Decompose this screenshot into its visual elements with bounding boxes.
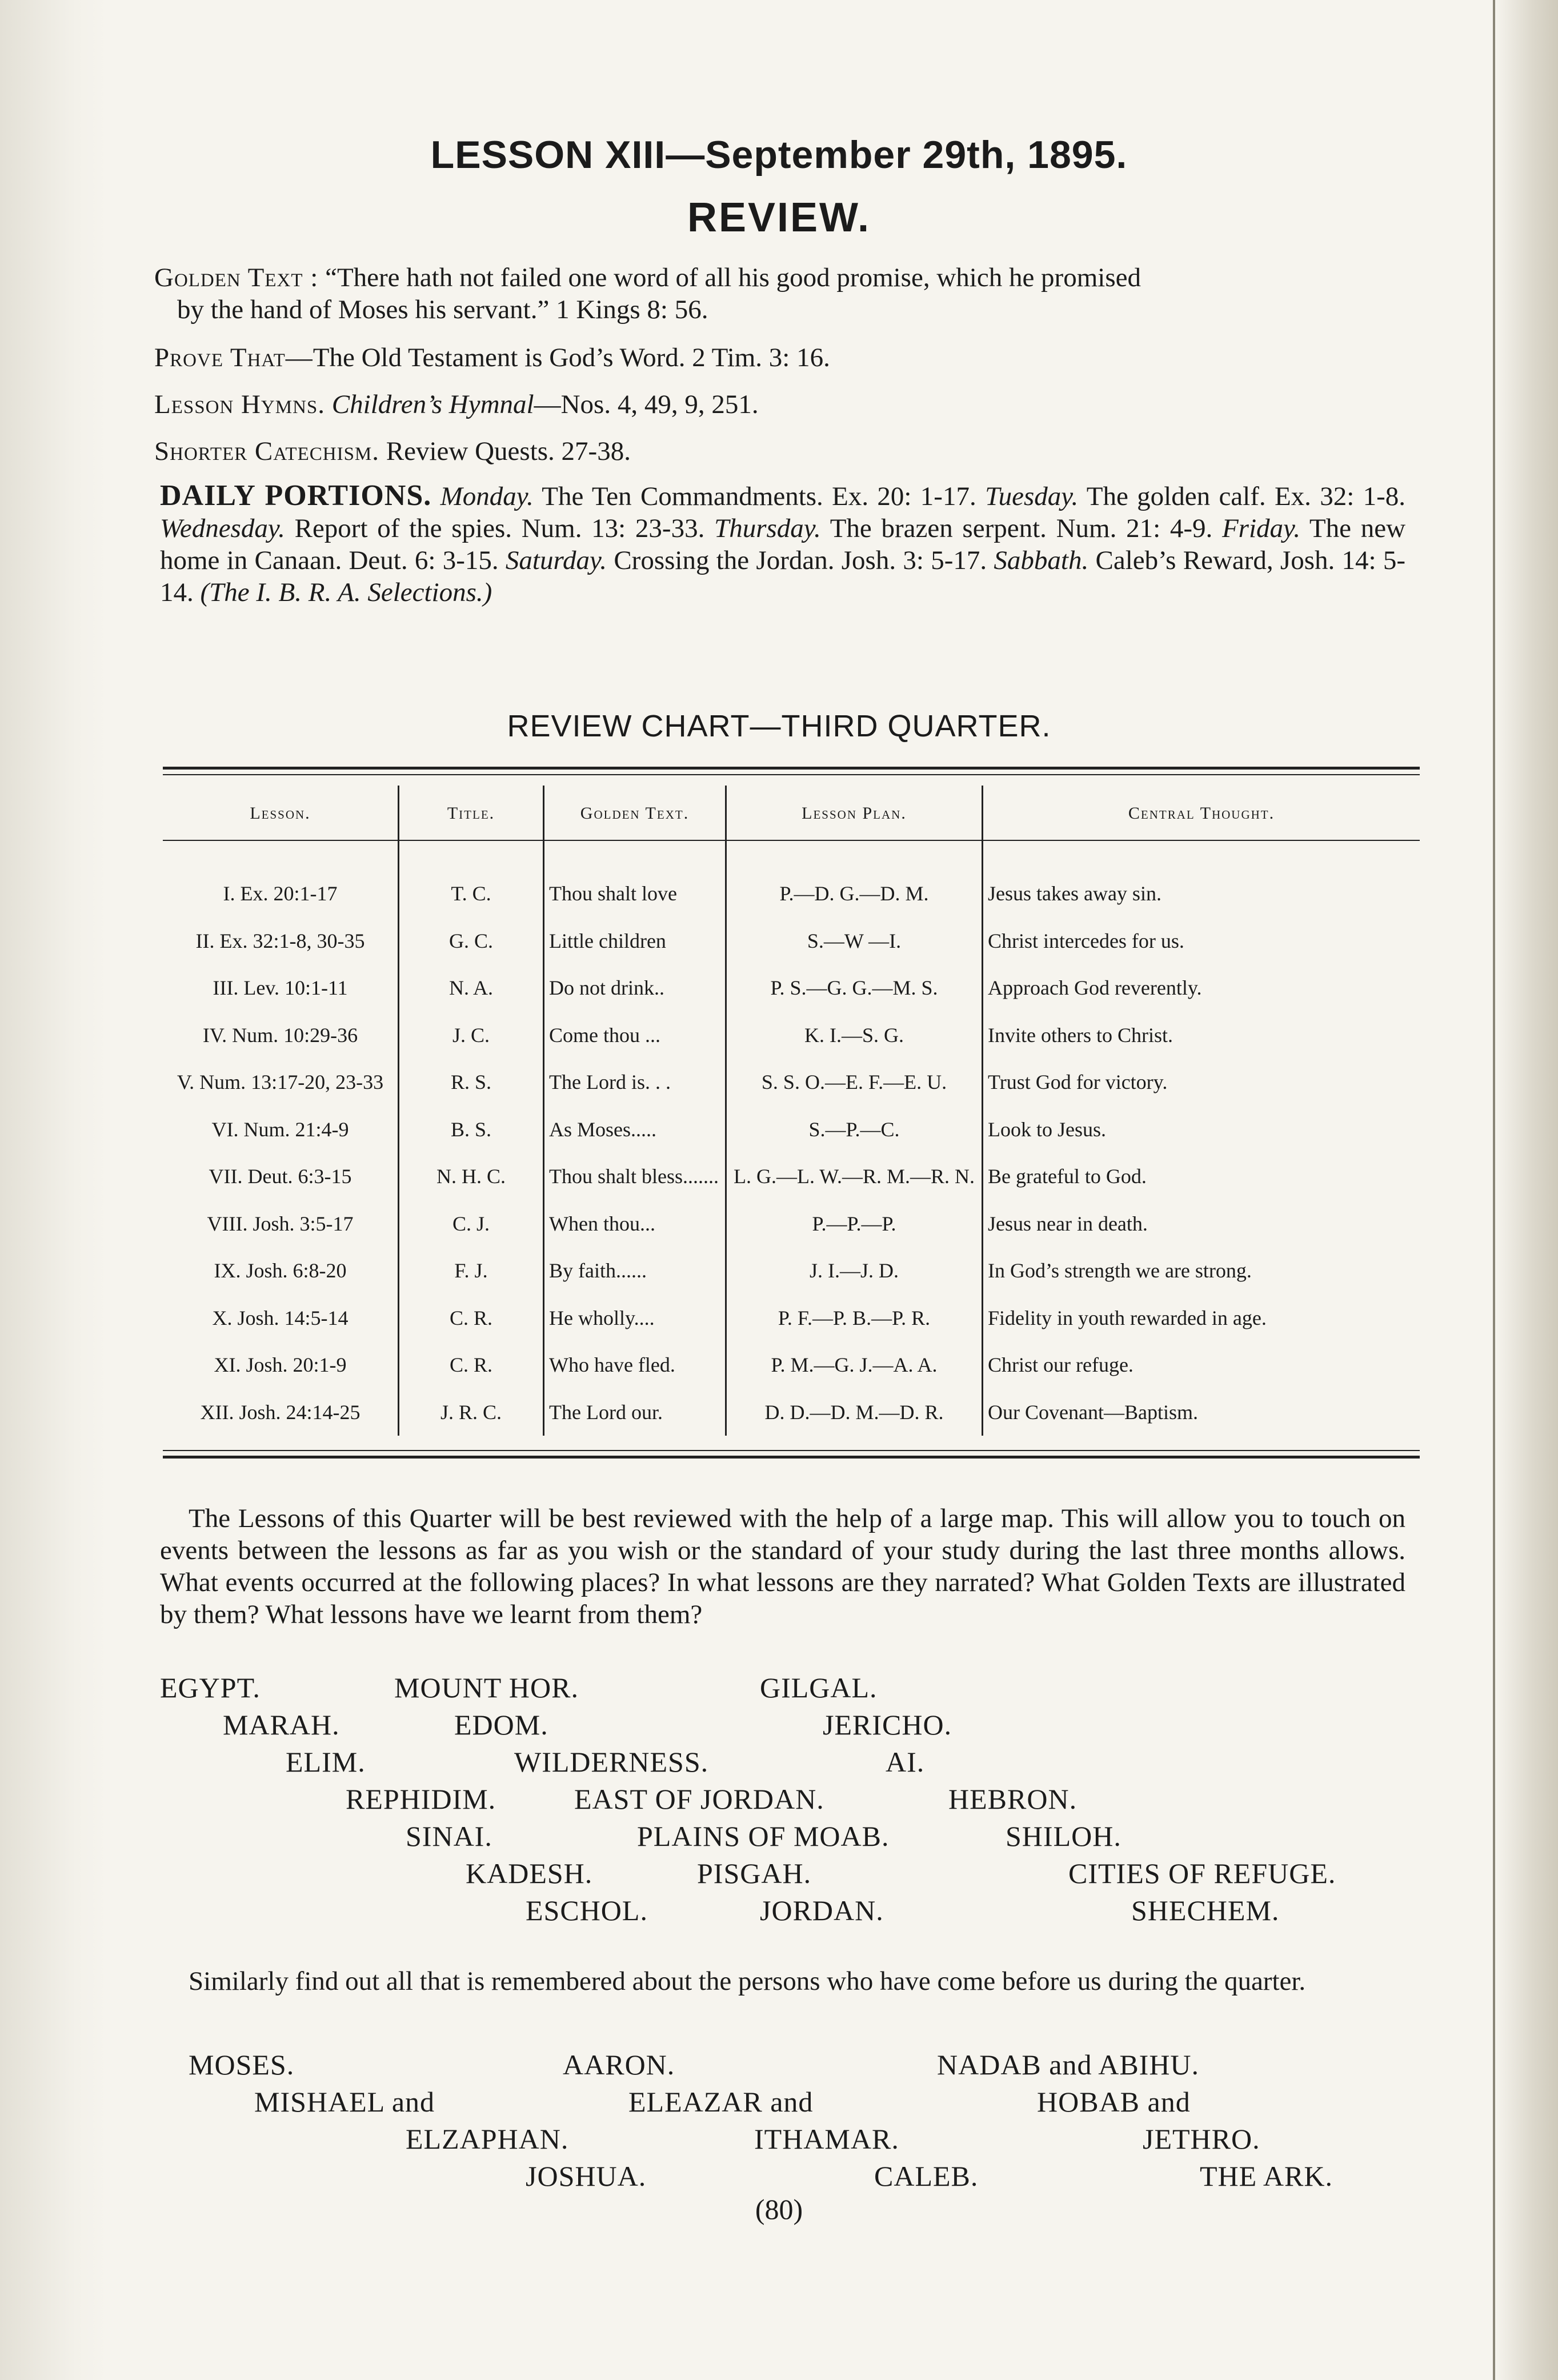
cell-central-thought: Be grateful to God.: [983, 1153, 1420, 1200]
table-row: [163, 1295, 1420, 1342]
cell-lesson-plan: P. M.—G. J.—A. A.: [726, 1341, 983, 1389]
golden-text-line1: “There hath not failed one word of all his good promise, which he promised: [325, 263, 1141, 293]
cell-lesson: VII. Deut. 6:3-15: [209, 1165, 352, 1188]
place-name: GILGAL.: [760, 1672, 878, 1704]
cell-lesson: VI. Num. 21:4-9: [211, 1117, 349, 1141]
header-title: Title.: [399, 786, 544, 842]
golden-text-label: Golden Text :: [154, 263, 319, 293]
cell-lesson-plan: S.—W —I.: [726, 917, 983, 965]
daily-portions-heading: DAILY PORTIONS.: [160, 479, 432, 512]
place-name: EDOM.: [454, 1709, 548, 1741]
cell-central-thought: Jesus takes away sin.: [983, 870, 1420, 917]
chart-bottom-rule-thick: [163, 1456, 1420, 1459]
cell-title: C. R.: [399, 1341, 544, 1389]
cell-title: J. C.: [399, 1012, 544, 1059]
chart-header-rule: [163, 840, 1420, 841]
day-saturday-text: Crossing the Jordan. Josh. 3: 5-17.: [614, 546, 987, 575]
cell-lesson-plan: L. G.—L. W.—R. M.—R. N.: [726, 1153, 983, 1200]
day-saturday: Saturday.: [505, 546, 607, 575]
person-name: ITHAMAR.: [754, 2123, 899, 2155]
day-monday-text: The Ten Commandments. Ex. 20: 1-17.: [542, 482, 976, 511]
instructions-paragraph: The Lessons of this Quarter will be best reviewed with the help of a large map. This will allow you to touch on events between the lessons as far as you wish or the standard of your study during the last three months allows. What events occurred at the following places? In what lessons are they narrated? What Golden Texts are illustrated by them? What lessons have we learnt from them?: [160, 1504, 1405, 1629]
place-name: SINAI.: [406, 1820, 492, 1852]
lesson-heading: LESSON XIII—September 29th, 1895.: [430, 133, 1128, 177]
place-name: AI.: [886, 1746, 925, 1778]
cell-golden-text: He wholly....: [544, 1295, 726, 1342]
cell-title: J. R. C.: [399, 1389, 544, 1436]
place-name: JORDAN.: [760, 1894, 884, 1926]
cell-central-thought: Invite others to Christ.: [983, 1012, 1420, 1059]
chart-top-rule-thin: [163, 774, 1420, 775]
cell-central-thought: Christ intercedes for us.: [983, 917, 1420, 965]
day-sabbath: Sabbath.: [994, 546, 1089, 575]
cell-lesson-plan: J. I.—J. D.: [726, 1247, 983, 1295]
cell-golden-text: Thou shalt bless.......: [544, 1153, 726, 1200]
cell-central-thought: In God’s strength we are strong.: [983, 1247, 1420, 1295]
day-wednesday: Wednesday.: [160, 514, 285, 543]
chart-top-rule: [163, 767, 1420, 770]
header-golden-text: Golden Text.: [544, 786, 726, 842]
day-sabbath-text: Caleb’s Reward, Josh. 14: 5-14.: [160, 546, 1406, 607]
person-name: MOSES.: [189, 2049, 295, 2081]
cell-title: T. C.: [399, 870, 544, 917]
person-name: NADAB and ABIHU.: [937, 2049, 1200, 2081]
cell-lesson: IX. Josh. 6:8-20: [214, 1259, 347, 1283]
cell-golden-text: When thou...: [544, 1200, 726, 1248]
person-name: JETHRO.: [1143, 2123, 1260, 2155]
shorter-catechism: [154, 435, 1411, 467]
day-friday-text: The new home in Canaan. Deut. 6: 3-15.: [160, 514, 1406, 575]
header-central-thought: Central Thought.: [983, 786, 1420, 842]
cell-lesson: II. Ex. 32:1-8, 30-35: [195, 929, 365, 952]
cell-title: C. J.: [399, 1200, 544, 1248]
day-friday: Friday.: [1221, 514, 1301, 543]
place-name: MARAH.: [223, 1709, 340, 1741]
prove-that-label: Prove That—: [154, 343, 313, 372]
person-name: ELZAPHAN.: [406, 2123, 569, 2155]
table-row: [163, 1200, 1420, 1248]
cell-lesson-plan: K. I.—S. G.: [726, 1012, 983, 1059]
cell-title: N. H. C.: [399, 1153, 544, 1200]
selections-note: (The I. B. R. A. Selections.): [200, 578, 492, 607]
cell-central-thought: Fidelity in youth rewarded in age.: [983, 1295, 1420, 1342]
cell-title: R. S.: [399, 1059, 544, 1106]
table-row: [163, 964, 1420, 1012]
place-name: MOUNT HOR.: [394, 1672, 579, 1704]
golden-text-line2: by the hand of Moses his servant.” 1 Kings 8: 56.: [177, 295, 708, 324]
place-name: JERICHO.: [823, 1709, 952, 1741]
cell-lesson-plan: S. S. O.—E. F.—E. U.: [726, 1059, 983, 1106]
place-name: HEBRON.: [948, 1783, 1078, 1815]
place-name: CITIES OF REFUGE.: [1068, 1857, 1336, 1889]
page-edge-right: [1493, 0, 1558, 2380]
day-tuesday: Tuesday.: [985, 482, 1079, 511]
cell-lesson-plan: P.—D. G.—D. M.: [726, 870, 983, 917]
hymns-book: Children’s Hymnal: [331, 390, 534, 419]
cell-golden-text: The Lord is. . .: [544, 1059, 726, 1106]
hymns-label: Lesson Hymns.: [154, 390, 326, 419]
cell-lesson: I. Ex. 20:1-17: [223, 882, 338, 905]
cell-lesson-plan: P.—P.—P.: [726, 1200, 983, 1248]
table-row: [163, 1389, 1420, 1436]
cell-golden-text: Come thou ...: [544, 1012, 726, 1059]
place-name: KADESH.: [466, 1857, 593, 1889]
cell-lesson-plan: D. D.—D. M.—D. R.: [726, 1389, 983, 1436]
day-tuesday-text: The golden calf. Ex. 32: 1-8.: [1086, 482, 1406, 511]
place-name: PLAINS OF MOAB.: [637, 1820, 890, 1852]
place-name: WILDERNESS.: [514, 1746, 709, 1778]
chart-title: REVIEW CHART—THIRD QUARTER.: [507, 709, 1051, 743]
place-name: REPHIDIM.: [346, 1783, 496, 1815]
person-name: MISHAEL and: [254, 2086, 435, 2118]
place-name: SHILOH.: [1006, 1820, 1122, 1852]
person-name: ELEAZAR and: [628, 2086, 814, 2118]
table-row: [163, 1341, 1420, 1389]
table-row: [163, 917, 1420, 965]
place-name: PISGAH.: [697, 1857, 812, 1889]
cell-lesson-plan: P. F.—P. B.—P. R.: [726, 1295, 983, 1342]
catechism-label: Shorter Catechism.: [154, 436, 380, 466]
cell-lesson: XII. Josh. 24:14-25: [200, 1400, 361, 1424]
cell-lesson-plan: P. S.—G. G.—M. S.: [726, 964, 983, 1012]
cell-golden-text: Thou shalt love: [544, 870, 726, 917]
cell-title: B. S.: [399, 1106, 544, 1153]
chart-spacer-row: [163, 842, 1420, 870]
cell-central-thought: Our Covenant—Baptism.: [983, 1389, 1420, 1436]
cell-title: C. R.: [399, 1295, 544, 1342]
place-name: EAST OF JORDAN.: [574, 1783, 824, 1815]
day-monday: Monday.: [440, 482, 534, 511]
cell-lesson: III. Lev. 10:1-11: [213, 976, 348, 1000]
cell-lesson: V. Num. 13:17-20, 23-33: [177, 1071, 384, 1094]
cell-lesson: IV. Num. 10:29-36: [202, 1023, 358, 1047]
person-name: THE ARK.: [1200, 2160, 1333, 2192]
table-row: [163, 1153, 1420, 1200]
cell-golden-text: Who have fled.: [544, 1341, 726, 1389]
prove-that-text: The Old Testament is God’s Word. 2 Tim. 3: 16.: [313, 343, 830, 372]
cell-lesson: VIII. Josh. 3:5-17: [207, 1212, 354, 1235]
place-name: EGYPT.: [160, 1672, 261, 1704]
cell-title: F. J.: [399, 1247, 544, 1295]
header-lesson: Lesson.: [250, 804, 311, 823]
person-name: CALEB.: [874, 2160, 979, 2192]
place-name: SHECHEM.: [1131, 1894, 1280, 1926]
review-chart-table: [163, 786, 1420, 1436]
person-name: JOSHUA.: [526, 2160, 647, 2192]
cell-golden-text: Do not drink..: [544, 964, 726, 1012]
cell-title: G. C.: [399, 917, 544, 965]
cell-central-thought: Jesus near in death.: [983, 1200, 1420, 1248]
hymns-text: —Nos. 4, 49, 9, 251.: [534, 390, 759, 419]
persons-intro: Similarly find out all that is remembered about the persons who have come before us during the quarter.: [189, 1966, 1306, 1996]
page-edge-left: [0, 0, 109, 2380]
person-name: HOBAB and: [1037, 2086, 1191, 2118]
table-row: [163, 1106, 1420, 1153]
place-name: ESCHOL.: [526, 1894, 648, 1926]
header-lesson-plan: Lesson Plan.: [726, 786, 983, 842]
cell-title: N. A.: [399, 964, 544, 1012]
table-row: [163, 870, 1420, 917]
table-row: [163, 1059, 1420, 1106]
cell-central-thought: Trust God for victory.: [983, 1059, 1420, 1106]
cell-golden-text: The Lord our.: [544, 1389, 726, 1436]
page-number: (80): [755, 2193, 803, 2225]
day-thursday-text: The brazen serpent. Num. 21: 4-9.: [830, 514, 1213, 543]
cell-central-thought: Approach God reverently.: [983, 964, 1420, 1012]
daily-portions: [160, 480, 1405, 608]
day-wednesday-text: Report of the spies. Num. 13: 23-33.: [294, 514, 705, 543]
place-name: ELIM.: [286, 1746, 366, 1778]
table-row: [163, 1012, 1420, 1059]
person-name: AARON.: [563, 2049, 675, 2081]
catechism-text: Review Quests. 27-38.: [386, 436, 631, 466]
day-thursday: Thursday.: [714, 514, 821, 543]
cell-central-thought: Christ our refuge.: [983, 1341, 1420, 1389]
lesson-hymns: [154, 388, 1411, 420]
cell-lesson: XI. Josh. 20:1-9: [214, 1353, 347, 1377]
cell-golden-text: As Moses.....: [544, 1106, 726, 1153]
prove-that: [154, 342, 1411, 374]
cell-lesson-plan: S.—P.—C.: [726, 1106, 983, 1153]
golden-text: [154, 262, 1411, 326]
cell-golden-text: By faith......: [544, 1247, 726, 1295]
chart-header-row: [163, 786, 1420, 842]
cell-lesson: X. Josh. 14:5-14: [212, 1306, 349, 1329]
chart-bottom-rule: [163, 1450, 1420, 1451]
cell-golden-text: Little children: [544, 917, 726, 965]
cell-central-thought: Look to Jesus.: [983, 1106, 1420, 1153]
review-heading: REVIEW.: [687, 195, 871, 241]
table-row: [163, 1247, 1420, 1295]
